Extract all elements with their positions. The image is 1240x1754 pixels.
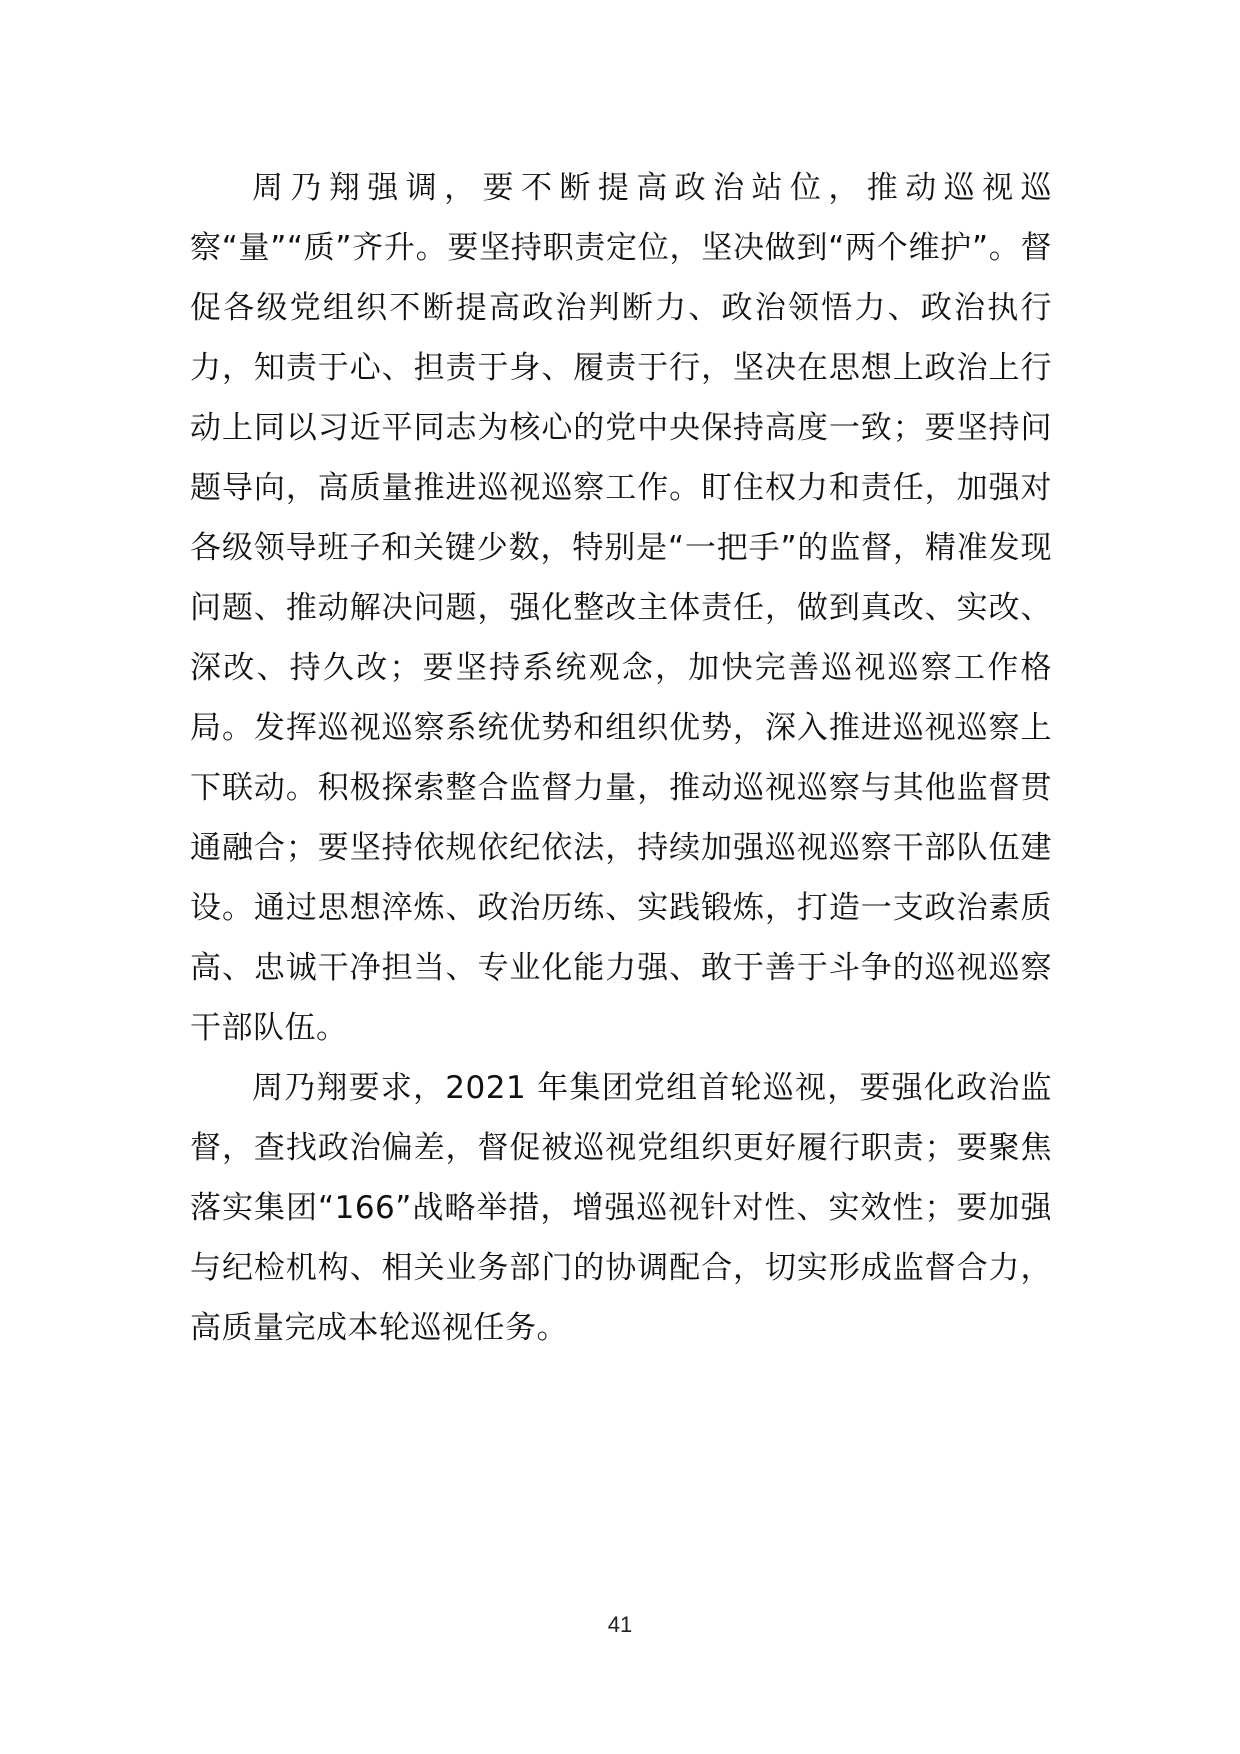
- paragraph-2: 周乃翔要求，2021 年集团党组首轮巡视，要强化政治监督，查找政治偏差，督促被巡视党组织更好履行职责；要聚焦落实集团“166”战略举措，增强巡视针对性、实效性；要加强与纪检机构、相关业务部门的协调配合，切实形成监督合力，高质量完成本轮巡视任务。: [190, 1070, 1052, 1346]
- page-number: 41: [607, 1612, 633, 1637]
- body-text: [190, 158, 1052, 1358]
- paragraph-1: 周乃翔强调，要不断提高政治站位，推动巡视巡察“量”“质”齐升。要坚持职责定位，坚决做到“两个维护”。督促各级党组织不断提高政治判断力、政治领悟力、政治执行力，知责于心、担责于身、履责于行，坚决在思想上政治上行动上同以习近平同志为核心的党中央保持高度一致；要坚持问题导向，高质量推进巡视巡察工作。盯住权力和责任，加强对各级领导班子和关键少数，特别是“一把手”的监督，精准发现问题、推动解决问题，强化整改主体责任，做到真改、实改、深改、持久改；要坚持系统观念，加快完善巡视巡察工作格局。发挥巡视巡察系统优势和组织优势，深入推进巡视巡察上下联动。积极探索整合监督力量，推动巡视巡察与其他监督贯通融合；要坚持依规依纪依法，持续加强巡视巡察干部队伍建设。通过思想淬炼、政治历练、实践锻炼，打造一支政治素质高、忠诚干净担当、专业化能力强、敢于善于斗争的巡视巡察干部队伍。: [190, 170, 1052, 1046]
